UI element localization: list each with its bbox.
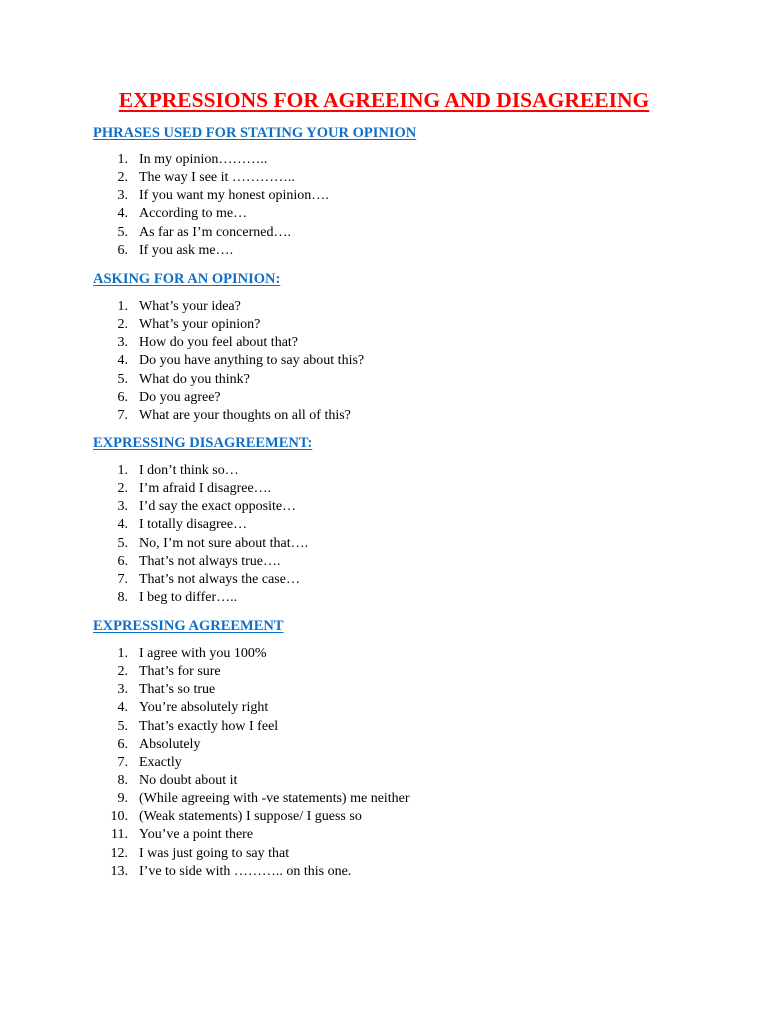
list-item-number: 8. (117, 589, 128, 605)
list-item-number: 1. (117, 299, 128, 314)
list-item (93, 754, 713, 772)
list-item-number: 5. (117, 718, 128, 734)
list-item-text: The way I see it ………….. (139, 170, 295, 186)
list-item-text: I agree with you 100% (139, 646, 267, 661)
list-item (93, 645, 713, 663)
list-item-number: 9. (117, 791, 128, 807)
section-heading: EXPRESSING AGREEMENT (93, 618, 284, 634)
list-item-number: 3. (117, 188, 128, 204)
section-heading: PHRASES USED FOR STATING YOUR OPINION (93, 125, 417, 141)
list-item-number: 11. (111, 827, 128, 843)
list-item (93, 298, 713, 316)
list-item-number: 8. (117, 772, 128, 788)
list-item-number: 4. (117, 517, 128, 533)
list-item-number: 1. (117, 463, 128, 478)
list-item-text: You’ve a point there (139, 827, 254, 843)
list-item-number: 2. (117, 481, 128, 497)
list-item (93, 863, 713, 881)
list-item (93, 205, 713, 223)
list-item-number: 6. (117, 736, 128, 752)
list-item-text: What’s your idea? (139, 299, 241, 314)
list-item (93, 242, 713, 260)
list-item-number: 6. (117, 242, 128, 258)
list-item (93, 718, 713, 736)
list-item (93, 352, 713, 370)
list-item-number: 4. (117, 353, 128, 369)
list-item (93, 681, 713, 699)
list-item (93, 498, 713, 516)
list-item-text: That’s not always the case… (139, 571, 300, 587)
list-item (93, 663, 713, 681)
list-item-text: (Weak statements) I suppose/ I guess so (139, 809, 362, 825)
list-item-number: 7. (117, 754, 128, 770)
list-item (93, 151, 713, 169)
phrase-list (93, 298, 713, 425)
list-item-text: That’s so true (139, 682, 216, 698)
list-item (93, 480, 713, 498)
section-stating-opinion (93, 124, 713, 260)
phrase-list (93, 645, 713, 881)
list-item-text: Exactly (139, 754, 182, 770)
list-item-number: 4. (117, 206, 128, 222)
section-heading: ASKING FOR AN OPINION: (93, 271, 281, 287)
list-item (93, 389, 713, 407)
list-item (93, 371, 713, 389)
list-item-number: 5. (117, 535, 128, 551)
list-item-number: 3. (117, 682, 128, 698)
list-item-text: How do you feel about that? (139, 335, 299, 351)
list-item (93, 553, 713, 571)
list-item-number: 4. (117, 700, 128, 716)
list-item-text: If you want my honest opinion…. (139, 188, 329, 204)
list-item (93, 187, 713, 205)
list-item (93, 407, 713, 425)
list-item-text: No, I’m not sure about that…. (139, 535, 309, 551)
list-item-number: 5. (117, 224, 128, 240)
list-item (93, 845, 713, 863)
list-item-text: No doubt about it (139, 772, 238, 788)
list-item-text: Do you agree? (139, 389, 221, 405)
list-item-text: I’d say the exact opposite… (139, 499, 297, 515)
list-item-text: (While agreeing with -ve statements) me neither (139, 791, 410, 807)
phrase-list (93, 462, 713, 607)
list-item-number: 3. (117, 335, 128, 351)
section-expressing-agreement (93, 617, 713, 881)
list-item-number: 10. (110, 809, 128, 825)
list-item-number: 6. (117, 389, 128, 405)
list-item-text: That’s exactly how I feel (139, 718, 279, 734)
list-item-text: That’s not always true…. (139, 553, 281, 569)
list-item (93, 316, 713, 334)
document-title: EXPRESSIONS FOR AGREEING AND DISAGREEING (118, 88, 650, 112)
list-item-text: What do you think? (139, 371, 250, 387)
list-item-number: 7. (117, 571, 128, 587)
list-item-text: Absolutely (139, 736, 201, 752)
list-item (93, 516, 713, 534)
list-item-number: 5. (117, 371, 128, 387)
list-item-text: I’m afraid I disagree…. (139, 481, 272, 497)
list-item-number: 2. (117, 170, 128, 186)
list-item-text: Do you have anything to say about this? (139, 353, 365, 369)
list-item (93, 772, 713, 790)
list-item-text: As far as I’m concerned…. (139, 224, 291, 240)
list-item-text: What are your thoughts on all of this? (139, 407, 351, 423)
list-item-text: In my opinion……….. (139, 152, 268, 167)
list-item-text: I was just going to say that (139, 845, 290, 861)
list-item-text: According to me… (139, 206, 248, 222)
list-item (93, 826, 713, 844)
list-item (93, 535, 713, 553)
list-item-number: 3. (117, 499, 128, 515)
list-item-text: I totally disagree… (139, 517, 248, 533)
list-item (93, 334, 713, 352)
list-item (93, 224, 713, 242)
list-item-number: 1. (117, 646, 128, 661)
list-item (93, 790, 713, 808)
list-item-text: I’ve to side with ……….. on this one. (139, 863, 352, 879)
list-item-number: 2. (117, 317, 128, 333)
list-item-number: 12. (110, 845, 128, 861)
list-item (93, 169, 713, 187)
list-item (93, 589, 713, 607)
list-item-text: What’s your opinion? (139, 317, 261, 333)
list-item-text: You’re absolutely right (139, 700, 269, 716)
list-item (93, 699, 713, 717)
list-item-number: 1. (117, 152, 128, 167)
list-item-number: 6. (117, 553, 128, 569)
list-item-text: If you ask me…. (139, 242, 234, 258)
list-item-number: 7. (117, 407, 128, 423)
list-item (93, 736, 713, 754)
section-asking-opinion (93, 270, 713, 425)
list-item-number: 13. (110, 863, 128, 879)
list-item-text: That’s for sure (139, 664, 221, 680)
phrase-list (93, 151, 713, 260)
list-item (93, 571, 713, 589)
list-item-text: I beg to differ….. (139, 589, 238, 605)
list-item (93, 462, 713, 480)
section-heading: EXPRESSING DISAGREEMENT: (93, 435, 313, 451)
list-item-text: I don’t think so… (139, 463, 239, 478)
list-item-number: 2. (117, 664, 128, 680)
section-expressing-disagreement (93, 434, 713, 607)
list-item (93, 808, 713, 826)
